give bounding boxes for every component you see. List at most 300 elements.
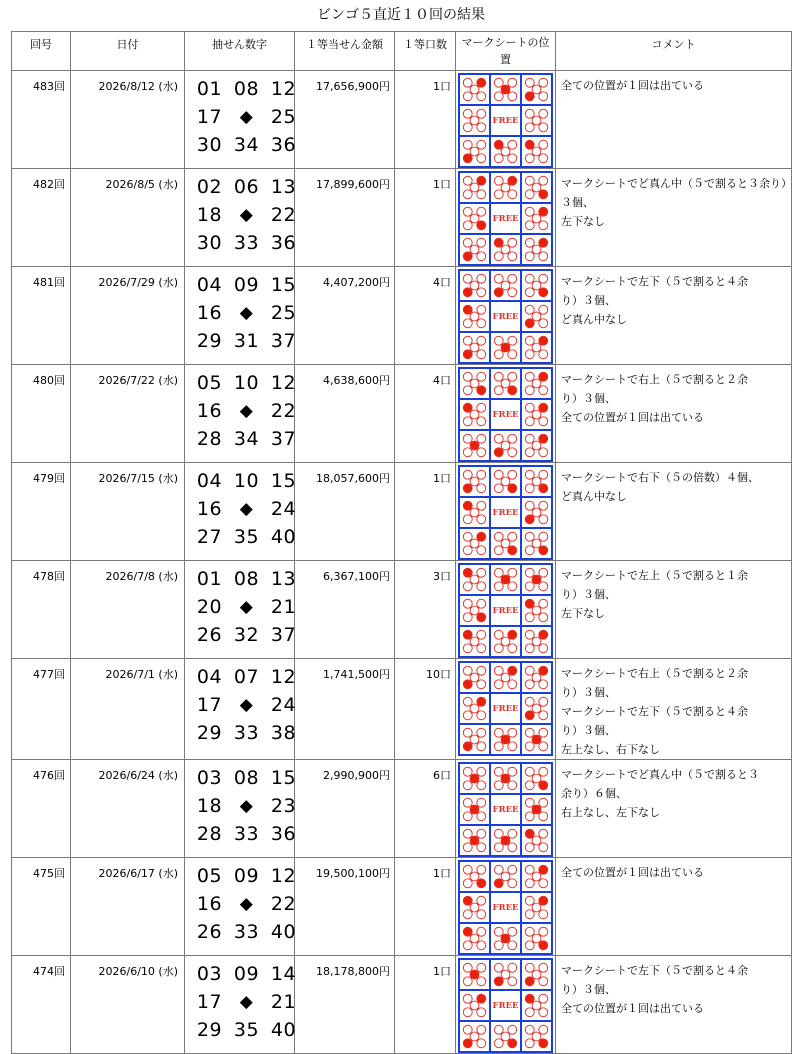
drawn-number: 16 xyxy=(196,400,223,422)
mark-dot-empty xyxy=(501,183,510,192)
mark-circles xyxy=(460,369,489,398)
date-cell: 2026/6/10 (水) xyxy=(71,956,185,1054)
drawn-number: 21 xyxy=(270,991,297,1013)
mark-dot-empty xyxy=(532,147,541,156)
mark-dot-empty xyxy=(494,568,503,577)
mark-circles xyxy=(522,498,551,527)
mark-dot-empty xyxy=(494,843,503,852)
mark-dot-empty xyxy=(477,109,486,118)
mark-dot-filled xyxy=(508,630,517,639)
mark-cell xyxy=(521,399,552,430)
mark-dot-empty xyxy=(508,843,517,852)
round-cell: 479回 xyxy=(12,463,71,561)
mark-cell xyxy=(490,763,521,794)
mark-dot-empty xyxy=(508,372,517,381)
comment-cell xyxy=(556,365,792,463)
mark-dot-filled xyxy=(508,546,517,555)
mark-circles xyxy=(491,137,520,166)
table-row xyxy=(12,659,792,760)
mark-dot-empty xyxy=(477,963,486,972)
drawn-number: 26 xyxy=(196,921,223,943)
mark-dot-empty xyxy=(539,274,548,283)
mark-dot-empty xyxy=(508,1025,517,1034)
mark-dot-empty xyxy=(494,767,503,776)
header-row xyxy=(12,32,792,71)
drawn-number: 40 xyxy=(270,921,297,943)
number-grid xyxy=(191,960,297,1044)
mark-dot-empty xyxy=(463,515,472,524)
mark-dot-empty xyxy=(494,927,503,936)
numbers-cell xyxy=(185,169,295,267)
drawn-number: 15 xyxy=(270,767,297,789)
numbers-cell xyxy=(185,659,295,760)
mark-circles xyxy=(522,991,551,1020)
mark-dot-empty xyxy=(539,798,548,807)
mark-cell xyxy=(521,825,552,856)
table-row xyxy=(12,956,792,1054)
mark-dot-filled xyxy=(463,896,472,905)
mark-dot-filled xyxy=(539,896,548,905)
drawn-number: 33 xyxy=(233,823,260,845)
mark-cell xyxy=(459,172,490,203)
comment-line: 余り）６個、 xyxy=(561,787,627,800)
mark-dot-filled xyxy=(477,697,486,706)
mark-dot-empty xyxy=(494,274,503,283)
comment-cell xyxy=(556,659,792,760)
mark-dot-empty xyxy=(477,568,486,577)
mark-cell xyxy=(490,430,521,461)
mark-cell xyxy=(459,203,490,234)
mark-dot-empty xyxy=(525,798,534,807)
comment-line: マークシートで右上（５で割ると２余 xyxy=(561,373,748,386)
mark-dot-empty xyxy=(532,704,541,713)
diamond-marker: ◆ xyxy=(239,107,254,127)
marksheet xyxy=(458,661,553,756)
mark-circles xyxy=(460,204,489,233)
mark-dot-empty xyxy=(477,582,486,591)
count-cell: 10口 xyxy=(395,659,456,760)
mark-dot-empty xyxy=(470,673,479,682)
mark-circles xyxy=(522,795,551,824)
mark-dot-empty xyxy=(508,190,517,199)
marksheet-cell xyxy=(456,267,556,365)
mark-dot-empty xyxy=(477,288,486,297)
diamond-marker: ◆ xyxy=(239,695,254,715)
mark-dot-empty xyxy=(539,697,548,706)
header-round: 回号 xyxy=(12,32,71,71)
mark-dot-empty xyxy=(525,190,534,199)
mark-dot-empty xyxy=(539,599,548,608)
mark-cell xyxy=(521,368,552,399)
mark-cell xyxy=(459,1021,490,1052)
mark-dot-empty xyxy=(532,245,541,254)
mark-dot-empty xyxy=(539,448,548,457)
mark-dot-empty xyxy=(539,154,548,163)
mark-dot-empty xyxy=(525,221,534,230)
mark-dot-empty xyxy=(463,336,472,345)
mark-dot-empty xyxy=(525,680,534,689)
mark-cell xyxy=(521,892,552,923)
mark-dot-empty xyxy=(525,470,534,479)
mark-dot-empty xyxy=(494,644,503,653)
mark-dot-empty xyxy=(508,92,517,101)
mark-circles xyxy=(522,137,551,166)
mark-circles xyxy=(491,529,520,558)
mark-dot-empty xyxy=(508,941,517,950)
mark-circles xyxy=(491,431,520,460)
mark-circles xyxy=(460,991,489,1020)
mark-dot-empty xyxy=(539,711,548,720)
mark-dot-empty xyxy=(477,403,486,412)
mark-circles xyxy=(522,333,551,362)
mark-dot-filled xyxy=(508,484,517,493)
mark-circles xyxy=(522,467,551,496)
drawn-number: 22 xyxy=(270,204,297,226)
mark-dot-empty xyxy=(463,582,472,591)
mark-circles xyxy=(460,106,489,135)
mark-dot-empty xyxy=(508,448,517,457)
mark-dot-empty xyxy=(477,274,486,283)
mark-dot-empty xyxy=(470,410,479,419)
mark-cell xyxy=(490,136,521,167)
date-cell: 2026/7/22 (水) xyxy=(71,365,185,463)
mark-dot-empty xyxy=(470,477,479,486)
prize-cell: 2,990,900円 xyxy=(295,760,395,858)
mark-cell xyxy=(521,203,552,234)
mark-circles xyxy=(522,302,551,331)
mark-dot-empty xyxy=(494,865,503,874)
drawn-number: 24 xyxy=(270,498,297,520)
comment-line: マークシートで右上（５で割ると２余 xyxy=(561,667,748,680)
drawn-number: 22 xyxy=(270,893,297,915)
mark-dot-empty xyxy=(539,994,548,1003)
mark-circles xyxy=(491,826,520,855)
comment-line: 左下なし xyxy=(561,215,605,228)
prize-cell: 4,407,200円 xyxy=(295,267,395,365)
mark-dot-empty xyxy=(539,319,548,328)
mark-dot-empty xyxy=(525,910,534,919)
mark-dot-empty xyxy=(470,637,479,646)
mark-dot-empty xyxy=(501,441,510,450)
mark-dot-empty xyxy=(508,582,517,591)
mark-circles xyxy=(491,663,520,692)
mark-dot-empty xyxy=(477,470,486,479)
comment-cell xyxy=(556,561,792,659)
mark-cell xyxy=(490,270,521,301)
free-cell xyxy=(490,693,521,724)
drawn-number: 15 xyxy=(270,274,297,296)
mark-dot-empty xyxy=(470,312,479,321)
mark-dot-empty xyxy=(494,532,503,541)
mark-dot-empty xyxy=(470,704,479,713)
mark-dot-empty xyxy=(463,666,472,675)
mark-dot-empty xyxy=(539,1025,548,1034)
mark-dot-empty xyxy=(532,410,541,419)
mark-dot-filled xyxy=(539,484,548,493)
mark-dot-empty xyxy=(508,742,517,751)
mark-dot-empty xyxy=(463,613,472,622)
mark-dot-filled xyxy=(463,568,472,577)
mark-dot-empty xyxy=(477,829,486,838)
mark-cell xyxy=(459,626,490,657)
mark-cell xyxy=(521,724,552,755)
mark-dot-empty xyxy=(470,539,479,548)
date-cell: 2026/7/1 (水) xyxy=(71,659,185,760)
mark-cell xyxy=(521,497,552,528)
mark-dot-empty xyxy=(501,872,510,881)
mark-dot-empty xyxy=(463,843,472,852)
mark-dot-empty xyxy=(525,1008,534,1017)
drawn-number: 35 xyxy=(233,1019,260,1041)
mark-dot-empty xyxy=(463,963,472,972)
mark-dot-empty xyxy=(463,434,472,443)
mark-dot-empty xyxy=(463,448,472,457)
mark-circles xyxy=(460,596,489,625)
mark-cell xyxy=(521,959,552,990)
free-cell xyxy=(490,990,521,1021)
drawn-number: 09 xyxy=(233,865,260,887)
mark-circles xyxy=(522,75,551,104)
prize-cell: 18,057,600円 xyxy=(295,463,395,561)
mark-dot-empty xyxy=(494,666,503,675)
mark-circles xyxy=(491,173,520,202)
mark-cell xyxy=(490,332,521,363)
free-label: FREE xyxy=(492,115,519,126)
mark-cell xyxy=(459,595,490,626)
mark-circles xyxy=(522,764,551,793)
mark-circles xyxy=(491,565,520,594)
mark-circles xyxy=(460,663,489,692)
comment-line: り）３個、 xyxy=(561,392,616,405)
count-cell: 1口 xyxy=(395,169,456,267)
mark-dot-filled xyxy=(463,742,472,751)
comment-cell xyxy=(556,956,792,1054)
mark-circles xyxy=(460,271,489,300)
drawn-number: 15 xyxy=(270,470,297,492)
mark-dot-empty xyxy=(539,568,548,577)
mark-dot-empty xyxy=(477,599,486,608)
header-comment: コメント xyxy=(556,32,792,71)
mark-dot-filled xyxy=(539,207,548,216)
mark-dot-filled xyxy=(477,532,486,541)
mark-dot-empty xyxy=(508,238,517,247)
mark-dot-empty xyxy=(532,637,541,646)
mark-cell xyxy=(521,430,552,461)
mark-circles xyxy=(522,893,551,922)
mark-cell xyxy=(459,662,490,693)
mark-cell xyxy=(490,861,521,892)
mark-dot-filled xyxy=(501,934,510,943)
mark-dot-empty xyxy=(477,1008,486,1017)
drawn-number: 08 xyxy=(233,767,260,789)
drawn-number: 21 xyxy=(270,596,297,618)
mark-dot-empty xyxy=(532,606,541,615)
comment-line: マークシートでど真ん中（５で割ると３ xyxy=(561,768,759,781)
mark-dot-empty xyxy=(463,532,472,541)
mark-circles xyxy=(460,565,489,594)
round-cell: 476回 xyxy=(12,760,71,858)
mark-dot-filled xyxy=(539,434,548,443)
mark-cell xyxy=(490,923,521,954)
mark-circles xyxy=(522,235,551,264)
mark-dot-filled xyxy=(525,711,534,720)
mark-circles xyxy=(460,75,489,104)
drawn-number: 12 xyxy=(270,865,297,887)
mark-circles xyxy=(491,271,520,300)
mark-dot-empty xyxy=(539,515,548,524)
mark-dot-empty xyxy=(501,147,510,156)
mark-dot-empty xyxy=(532,116,541,125)
mark-dot-empty xyxy=(470,934,479,943)
drawn-number: 40 xyxy=(270,526,297,548)
mark-dot-filled xyxy=(463,305,472,314)
mark-cell xyxy=(459,892,490,923)
mark-dot-empty xyxy=(532,379,541,388)
drawn-number: 29 xyxy=(196,1019,223,1041)
mark-circles xyxy=(522,596,551,625)
mark-dot-filled xyxy=(470,970,479,979)
count-cell: 1口 xyxy=(395,71,456,169)
mark-dot-filled xyxy=(463,484,472,493)
comment-line: り）３個、 xyxy=(561,588,616,601)
mark-dot-filled xyxy=(508,176,517,185)
mark-dot-empty xyxy=(525,109,534,118)
mark-cell xyxy=(521,794,552,825)
mark-dot-empty xyxy=(477,798,486,807)
mark-cell xyxy=(459,234,490,265)
mark-cell xyxy=(521,662,552,693)
mark-dot-empty xyxy=(494,680,503,689)
mark-dot-filled xyxy=(508,1039,517,1048)
mark-dot-empty xyxy=(470,281,479,290)
drawn-number: 03 xyxy=(196,767,223,789)
mark-dot-empty xyxy=(532,85,541,94)
mark-dot-empty xyxy=(470,1032,479,1041)
mark-dot-empty xyxy=(532,539,541,548)
mark-dot-empty xyxy=(463,92,472,101)
mark-circles xyxy=(522,694,551,723)
mark-dot-empty xyxy=(532,774,541,783)
mark-dot-filled xyxy=(463,501,472,510)
mark-dot-empty xyxy=(477,434,486,443)
mark-dot-empty xyxy=(525,630,534,639)
mark-dot-filled xyxy=(494,977,503,986)
mark-dot-filled xyxy=(463,288,472,297)
mark-dot-empty xyxy=(525,728,534,737)
mark-circles xyxy=(491,467,520,496)
mark-dot-filled xyxy=(539,865,548,874)
drawn-number: 13 xyxy=(270,568,297,590)
mark-dot-empty xyxy=(525,305,534,314)
mark-cell xyxy=(459,923,490,954)
mark-dot-empty xyxy=(477,484,486,493)
mark-dot-empty xyxy=(470,903,479,912)
mark-circles xyxy=(522,106,551,135)
drawn-number: 37 xyxy=(270,624,297,646)
mark-circles xyxy=(522,204,551,233)
date-cell: 2026/7/15 (水) xyxy=(71,463,185,561)
mark-dot-empty xyxy=(494,781,503,790)
mark-cell xyxy=(490,564,521,595)
mark-cell xyxy=(490,724,521,755)
table-row xyxy=(12,760,792,858)
mark-dot-empty xyxy=(494,434,503,443)
diamond-marker: ◆ xyxy=(239,597,254,617)
drawn-number: 30 xyxy=(196,232,223,254)
mark-dot-filled xyxy=(477,613,486,622)
mark-dot-empty xyxy=(532,183,541,192)
mark-dot-empty xyxy=(463,812,472,821)
comment-cell xyxy=(556,858,792,956)
mark-cell xyxy=(521,136,552,167)
mark-dot-empty xyxy=(525,767,534,776)
mark-circles xyxy=(460,302,489,331)
count-cell: 4口 xyxy=(395,365,456,463)
comment-line: マークシートで左上（５で割ると１余 xyxy=(561,569,748,582)
mark-dot-filled xyxy=(525,994,534,1003)
mark-dot-empty xyxy=(508,963,517,972)
drawn-number: 34 xyxy=(233,134,260,156)
mark-dot-empty xyxy=(463,470,472,479)
mark-dot-empty xyxy=(477,728,486,737)
mark-dot-filled xyxy=(532,575,541,584)
mark-dot-empty xyxy=(508,927,517,936)
mark-circles xyxy=(460,862,489,891)
mark-dot-empty xyxy=(463,78,472,87)
drawn-number: 23 xyxy=(270,795,297,817)
drawn-number: 14 xyxy=(270,963,297,985)
mark-dot-empty xyxy=(532,214,541,223)
mark-dot-empty xyxy=(463,221,472,230)
diamond-marker: ◆ xyxy=(239,796,254,816)
mark-dot-empty xyxy=(477,865,486,874)
drawn-number: 04 xyxy=(196,666,223,688)
mark-circles xyxy=(491,960,520,989)
drawn-number: 17 xyxy=(196,991,223,1013)
drawn-number: 36 xyxy=(270,134,297,156)
free-cell xyxy=(490,794,521,825)
mark-dot-empty xyxy=(463,319,472,328)
drawn-number: 36 xyxy=(270,823,297,845)
mark-dot-empty xyxy=(525,336,534,345)
mark-dot-empty xyxy=(525,207,534,216)
mark-circles xyxy=(460,400,489,429)
mark-cell xyxy=(459,763,490,794)
mark-cell xyxy=(521,270,552,301)
mark-dot-empty xyxy=(508,728,517,737)
mark-dot-filled xyxy=(539,781,548,790)
mark-dot-empty xyxy=(470,735,479,744)
number-grid xyxy=(191,663,297,747)
mark-dot-empty xyxy=(532,1001,541,1010)
mark-dot-empty xyxy=(539,176,548,185)
mark-dot-empty xyxy=(525,350,534,359)
mark-dot-empty xyxy=(470,575,479,584)
mark-dot-empty xyxy=(477,742,486,751)
mark-cell xyxy=(459,399,490,430)
marksheet xyxy=(458,269,553,364)
mark-dot-empty xyxy=(494,546,503,555)
mark-dot-empty xyxy=(477,1025,486,1034)
drawn-number: 22 xyxy=(270,400,297,422)
mark-dot-filled xyxy=(494,288,503,297)
mark-cell xyxy=(459,959,490,990)
mark-cell xyxy=(459,105,490,136)
numbers-cell xyxy=(185,956,295,1054)
mark-dot-empty xyxy=(539,963,548,972)
round-cell: 477回 xyxy=(12,659,71,760)
diamond-marker: ◆ xyxy=(239,401,254,421)
